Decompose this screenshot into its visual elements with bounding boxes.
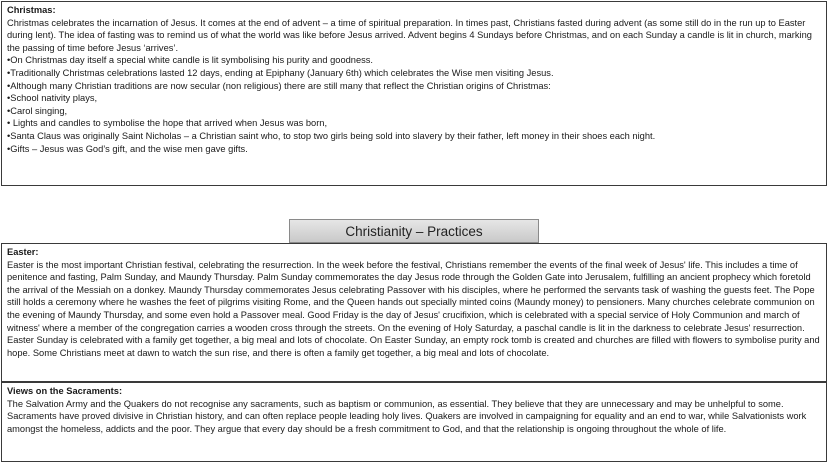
easter-body: Easter is the most important Christian festival, celebrating the resurrection. In the week before the festival, Christians remember the events of the final week of Jesus' life. This includes a time of penitence and fasting, Palm Sunday, and Maundy Thursday. Palm Sunday commemorates the day Jesus rode through the Golden Gate into Jerusalem, fulfilling an ancient prophecy which foretold the arrival of the Messiah on a donkey. Maundy Thursday commemorates Jesus celebrating Passover with his disciples, where he performed the servants task of washing the guests feet. The Pope still holds a ceremony where he washes the feet of pilgrims visiting Rome, and the Queen hands out specially minted coins (Maundy money) to pensioners. Many churches celebrate communion on the evening of Maundy Thursday, and some even hold a Passover meal. Good Friday is the day of Jesus' crucifixion, which is celebrated with a special service of Holy Communion and march of witness' where a member of the congregation carries a wooden cross through the streets. On the evening of Holy Saturday, a paschal candle is lit in the darkness to celebrate Jesus' resurrection. Easter Sunday is celebrated with a family get together, a big meal and lots of chocolate. On Easter Sunday, an empty rock tomb is created and churches are filled with flowers to symbolise purity and hope. Some Christians meet at dawn to watch the sun rise, and there is often a family get together, a big meal and lots of chocolate. [7, 259, 820, 358]
christmas-bullet: • Lights and candles to symbolise the hope that arrived when Jesus was born, [7, 118, 328, 129]
easter-heading: Easter: [7, 247, 39, 257]
christmas-bullet: •Santa Claus was originally Saint Nicholas – a Christian saint who, to stop two girls being sold into slavery by their father, left money in their shoes each night. [7, 130, 656, 141]
easter-section [1, 243, 827, 382]
christmas-bullet: •Carol singing, [7, 105, 68, 116]
sacraments-section [1, 382, 827, 462]
christmas-bullet: •Although many Christian traditions are now secular (non religious) there are still many that reflect the Christian origins of Christmas: [7, 80, 551, 91]
sacraments-body: The Salvation Army and the Quakers do not recognise any sacraments, such as baptism or communion, as essential. They believe that they are unnecessary and may be unhelpful to some. Sacraments have proved divisive in Christian history, and can often replace people leading holy lives. Quakers are involved in campaigning for equality and an end to war, while Salvationists work amongst the homeless, addicts and the poor. They argue that every day should be a fresh commitment to God, and that the relationship is ongoing throughout the whole of life. [7, 398, 807, 434]
christmas-intro: Christmas celebrates the incarnation of Jesus. It comes at the end of advent – a time of spiritual preparation. In times past, Christians fasted during advent (as some still do in the run up to Easter during lent). The idea of fasting was to remind us of what the world was like before Jesus arrived. Advent begins 4 Sundays before Christmas, and on each Sunday a candle is lit in church, marking the passing of time before Jesus ‘arrives’. [7, 17, 812, 53]
christmas-bullet: •Gifts – Jesus was God’s gift, and the wise men gave gifts. [7, 143, 248, 154]
christmas-bullet: •On Christmas day itself a special white candle is lit symbolising his purity and goodness. [7, 55, 374, 66]
christmas-bullet: •School nativity plays, [7, 93, 98, 104]
christmas-heading: Christmas: [7, 5, 56, 15]
christmas-bullet: •Traditionally Christmas celebrations lasted 12 days, ending at Epiphany (January 6th) which celebrates the Wise men visiting Jesus. [7, 67, 554, 78]
sacraments-heading: Views on the Sacraments: [7, 386, 123, 396]
christmas-section [1, 1, 827, 186]
page-title: Christianity – Practices [289, 219, 539, 243]
